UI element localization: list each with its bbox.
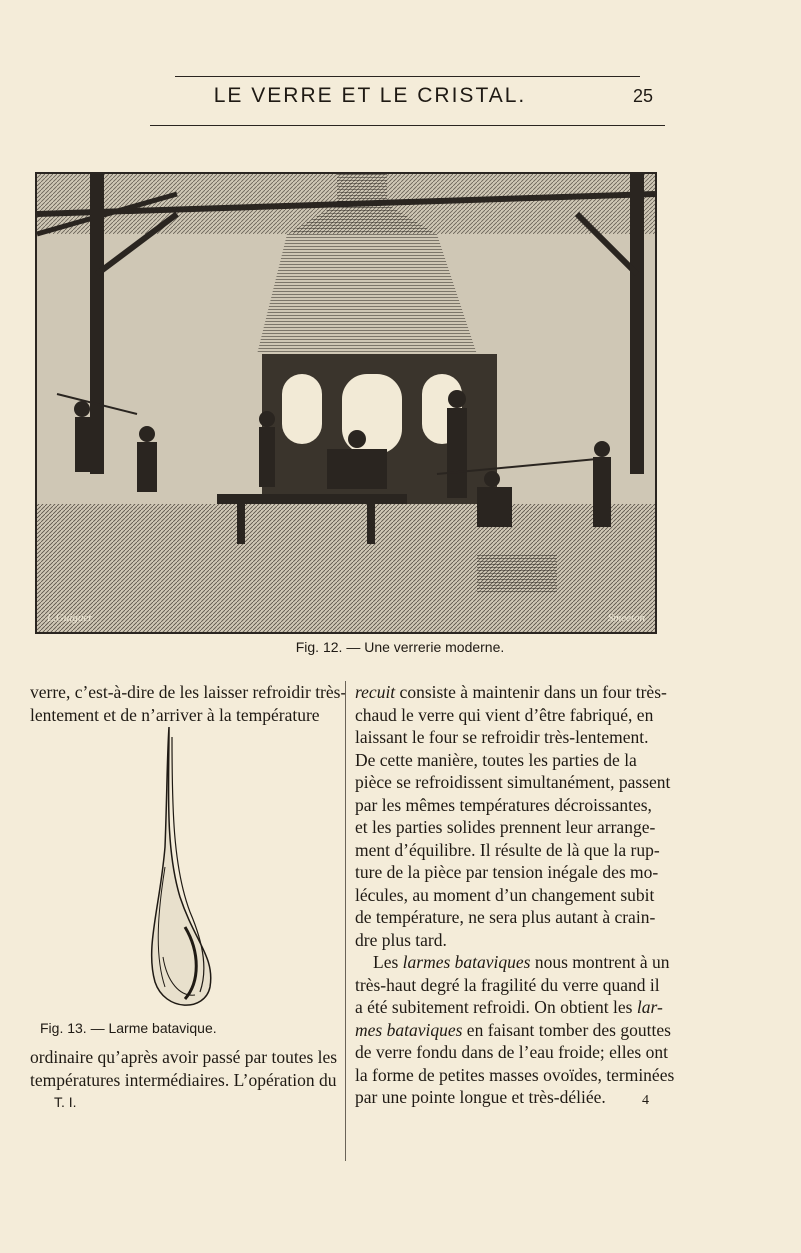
artist-signature-right: Smeeton <box>607 612 645 624</box>
figure-13-caption: Fig. 13. — Larme batavique. <box>40 1020 217 1036</box>
glassworks-engraving-icon <box>35 172 657 634</box>
text-line: lentement et de n’arriver à la température <box>30 704 320 725</box>
right-column <box>355 681 770 1109</box>
signature-number: 4 <box>642 1093 649 1108</box>
text-line: températures intermédiaires. L’opération du <box>30 1069 337 1090</box>
text-line: très-haut degré la fragilité du verre quand il <box>355 974 660 995</box>
printer-signature: T. I. <box>54 1094 77 1110</box>
text-line: chaud le verre qui vient d’être fabriqué, en <box>355 704 654 725</box>
text-line: verre, c’est-à-dire de les laisser refroidir très- <box>30 682 347 702</box>
text-line <box>355 1019 770 1042</box>
text-line: de température, ne sera plus autant à crain- <box>355 907 656 927</box>
text-line: dre plus tard. <box>355 929 447 950</box>
text-segment: nous montrent à un <box>530 952 670 972</box>
text-line: ture de la pièce par tension inégale des mo- <box>355 862 659 882</box>
italic-term: larmes bataviques <box>402 952 531 972</box>
text-segment: consiste à maintenir dans un four très- <box>395 682 667 702</box>
text-line: pièce se refroidissent simultanément, passent <box>355 772 671 792</box>
text-line: lécules, au moment d’un changement subit <box>355 884 655 905</box>
running-title: LE VERRE ET LE CRISTAL. <box>213 84 527 107</box>
italic-term: lar- <box>636 997 663 1017</box>
prince-ruperts-drop-icon <box>145 727 225 1017</box>
text-line: ment d’équilibre. Il résulte de là que la rup- <box>355 839 660 860</box>
text-line: laissant le four se refroidir très-lentement. <box>355 727 649 747</box>
column-divider <box>345 681 346 1161</box>
text-line: de verre fondu dans de l’eau froide; elles ont <box>355 1042 668 1062</box>
left-column-bottom <box>30 1046 338 1091</box>
text-line: et les parties solides prennent leur arrange- <box>355 817 656 837</box>
text-line: par une pointe longue et très-déliée. <box>355 1087 606 1107</box>
text-line <box>355 681 770 704</box>
italic-term: recuit <box>355 682 396 702</box>
artist-signature-left: L.Guiguet <box>47 612 92 624</box>
page-number: 25 <box>633 86 654 106</box>
text-line: la forme de petites masses ovoïdes, terminées <box>355 1064 675 1085</box>
header-rule-bottom <box>150 125 665 126</box>
text-line: ordinaire qu’après avoir passé par toutes les <box>30 1047 338 1067</box>
text-line: De cette manière, toutes les parties de la <box>355 749 637 770</box>
figure-12-caption: Fig. 12. — Une verrerie moderne. <box>295 639 505 655</box>
header-rule-top <box>175 76 640 77</box>
text-segment: en faisant tomber des gouttes <box>462 1019 671 1040</box>
text-line: par les mêmes températures décroissantes, <box>355 794 652 815</box>
left-column-top <box>30 681 347 726</box>
italic-term: mes bataviques <box>355 1019 463 1040</box>
text-line <box>355 951 770 974</box>
text-line <box>355 996 770 1019</box>
text-segment: a été subitement refroidi. On obtient les <box>355 997 637 1017</box>
text-segment: Les <box>373 952 403 972</box>
